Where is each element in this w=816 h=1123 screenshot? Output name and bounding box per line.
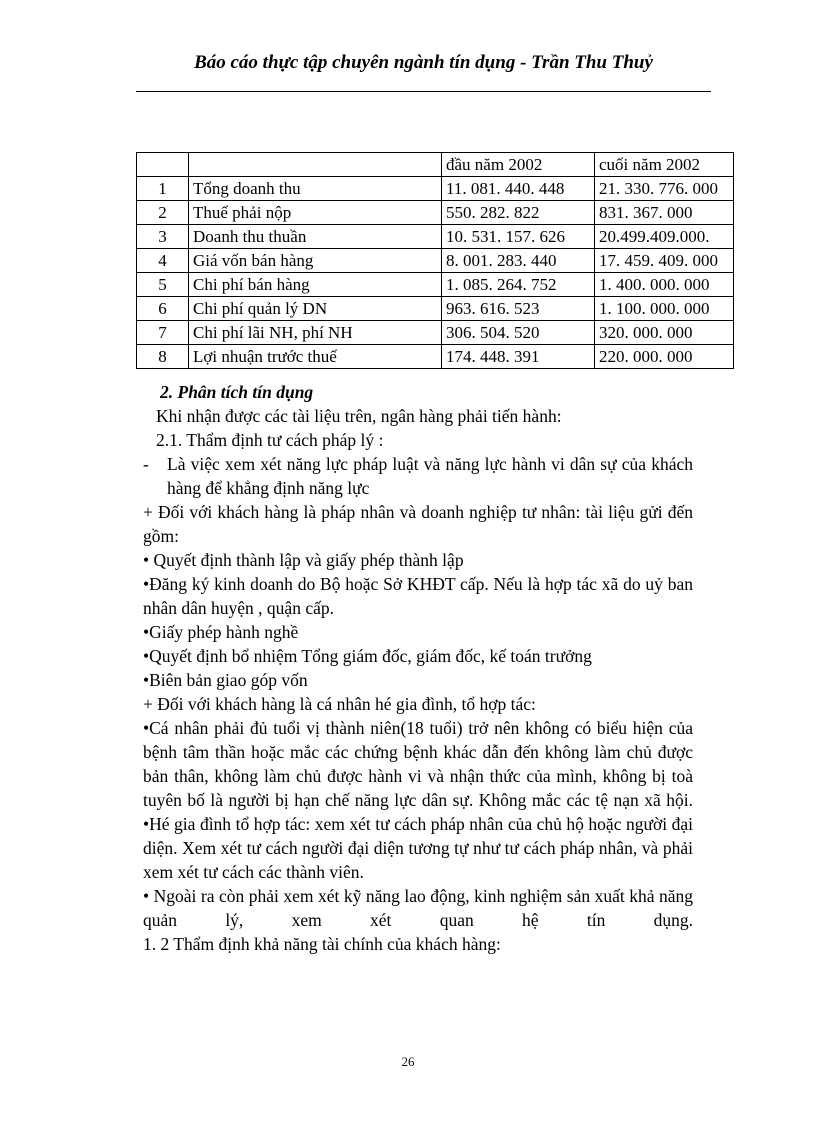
intro-paragraph: Khi nhận được các tài liệu trên, ngân hàng phải tiến hành: — [156, 406, 562, 426]
dash-list-item — [143, 452, 693, 500]
row-label: Thuế phải nộp — [189, 201, 442, 225]
bullet-item: •Quyết định bổ nhiệm Tổng giám đốc, giám đốc, kế toán trưởng — [143, 646, 592, 666]
value-end-2002: 320. 000. 000 — [595, 321, 734, 345]
value-start-2002: 306. 504. 520 — [442, 321, 595, 345]
plus-paragraph: + Đối với khách hàng là cá nhân hé gia đình, tổ hợp tác: — [143, 694, 536, 714]
bullet-item: •Hé gia đình tổ hợp tác: xem xét tư cách pháp nhân của chủ hộ hoặc người đại diện. Xem xét tư cách người đại diện tương tự như tư cách pháp nhân, và phải xem xét tư cách các thành viên. — [143, 814, 693, 882]
value-end-2002: 1. 400. 000. 000 — [595, 273, 734, 297]
table-header-row — [137, 153, 734, 177]
row-label: Chi phí bán hàng — [189, 273, 442, 297]
row-label: Giá vốn bán hàng — [189, 249, 442, 273]
bullet-item: •Giấy phép hành nghề — [143, 622, 299, 642]
page-header-title: Báo cáo thực tập chuyên ngành tín dụng - Trần Thu Thuỷ — [194, 52, 653, 73]
table-row — [137, 273, 734, 297]
row-number: 4 — [137, 249, 189, 273]
bullet-item: • Ngoài ra còn phải xem xét kỹ năng lao động, kinh nghiệm sản xuất khả năng quản lý, xem xét quan hệ tín dụng. — [143, 886, 693, 930]
bullet-item: •Cá nhân phải đủ tuổi vị thành niên(18 tuổi) trở nên không có biểu hiện của bệnh tâm thần hoặc mắc các chứng bệnh khác dẫn đến không làm chủ được bản thân, không làm chủ được hành vi và nhận thức của mình, không bị toà tuyên bố là người bị hạn chế năng lực dân sự. Không mắc các tệ nạn xã hội. — [143, 718, 693, 810]
value-end-2002: 17. 459. 409. 000 — [595, 249, 734, 273]
table-row — [137, 225, 734, 249]
value-start-2002: 8. 001. 283. 440 — [442, 249, 595, 273]
bullet-item: • Quyết định thành lập và giấy phép thành lập — [143, 550, 464, 570]
row-label: Tổng doanh thu — [189, 177, 442, 201]
value-start-2002: 174. 448. 391 — [442, 345, 595, 369]
header-cell: cuối năm 2002 — [595, 153, 734, 177]
plus-paragraph: + Đối với khách hàng là pháp nhân và doanh nghiệp tư nhân: tài liệu gửi đến gồm: — [143, 502, 693, 546]
value-end-2002: 220. 000. 000 — [595, 345, 734, 369]
table-row — [137, 249, 734, 273]
bullet-item: •Đăng ký kinh doanh do Bộ hoặc Sở KHĐT cấp. Nếu là hợp tác xã do uỷ ban nhân dân huyện , quận cấp. — [143, 574, 693, 618]
table-row — [137, 297, 734, 321]
header-divider — [136, 91, 711, 92]
subsection-heading: 2.1. Thẩm định tư cách pháp lý : — [156, 430, 384, 450]
bullet-item: •Biên bản giao góp vốn — [143, 670, 308, 690]
row-label: Doanh thu thuần — [189, 225, 442, 249]
value-end-2002: 20.499.409.000. — [595, 225, 734, 249]
row-label: Chi phí lãi NH, phí NH — [189, 321, 442, 345]
header-cell: đầu năm 2002 — [442, 153, 595, 177]
row-number: 2 — [137, 201, 189, 225]
dash-marker: - — [143, 454, 149, 474]
row-label: Chi phí quản lý DN — [189, 297, 442, 321]
table-row — [137, 201, 734, 225]
header-cell — [189, 153, 442, 177]
row-number: 1 — [137, 177, 189, 201]
row-number: 3 — [137, 225, 189, 249]
section-title: 2. Phân tích tín dụng — [160, 382, 314, 402]
value-end-2002: 1. 100. 000. 000 — [595, 297, 734, 321]
row-number: 8 — [137, 345, 189, 369]
table-row — [137, 177, 734, 201]
financial-table — [136, 152, 734, 369]
value-end-2002: 831. 367. 000 — [595, 201, 734, 225]
dash-item-text: Là việc xem xét năng lực pháp luật và năng lực hành vi dân sự của khách hàng để khẳng định năng lực — [167, 454, 693, 498]
value-start-2002: 1. 085. 264. 752 — [442, 273, 595, 297]
value-start-2002: 550. 282. 822 — [442, 201, 595, 225]
value-start-2002: 11. 081. 440. 448 — [442, 177, 595, 201]
table-row — [137, 345, 734, 369]
row-number: 7 — [137, 321, 189, 345]
row-label: Lợi nhuận trước thuế — [189, 345, 442, 369]
body-content — [143, 380, 693, 956]
value-start-2002: 963. 616. 523 — [442, 297, 595, 321]
header-cell — [137, 153, 189, 177]
row-number: 5 — [137, 273, 189, 297]
value-end-2002: 21. 330. 776. 000 — [595, 177, 734, 201]
table-row — [137, 321, 734, 345]
page-number: 26 — [401, 1054, 415, 1069]
row-number: 6 — [137, 297, 189, 321]
subsection-heading: 1. 2 Thẩm định khả năng tài chính của khách hàng: — [143, 934, 501, 954]
value-start-2002: 10. 531. 157. 626 — [442, 225, 595, 249]
